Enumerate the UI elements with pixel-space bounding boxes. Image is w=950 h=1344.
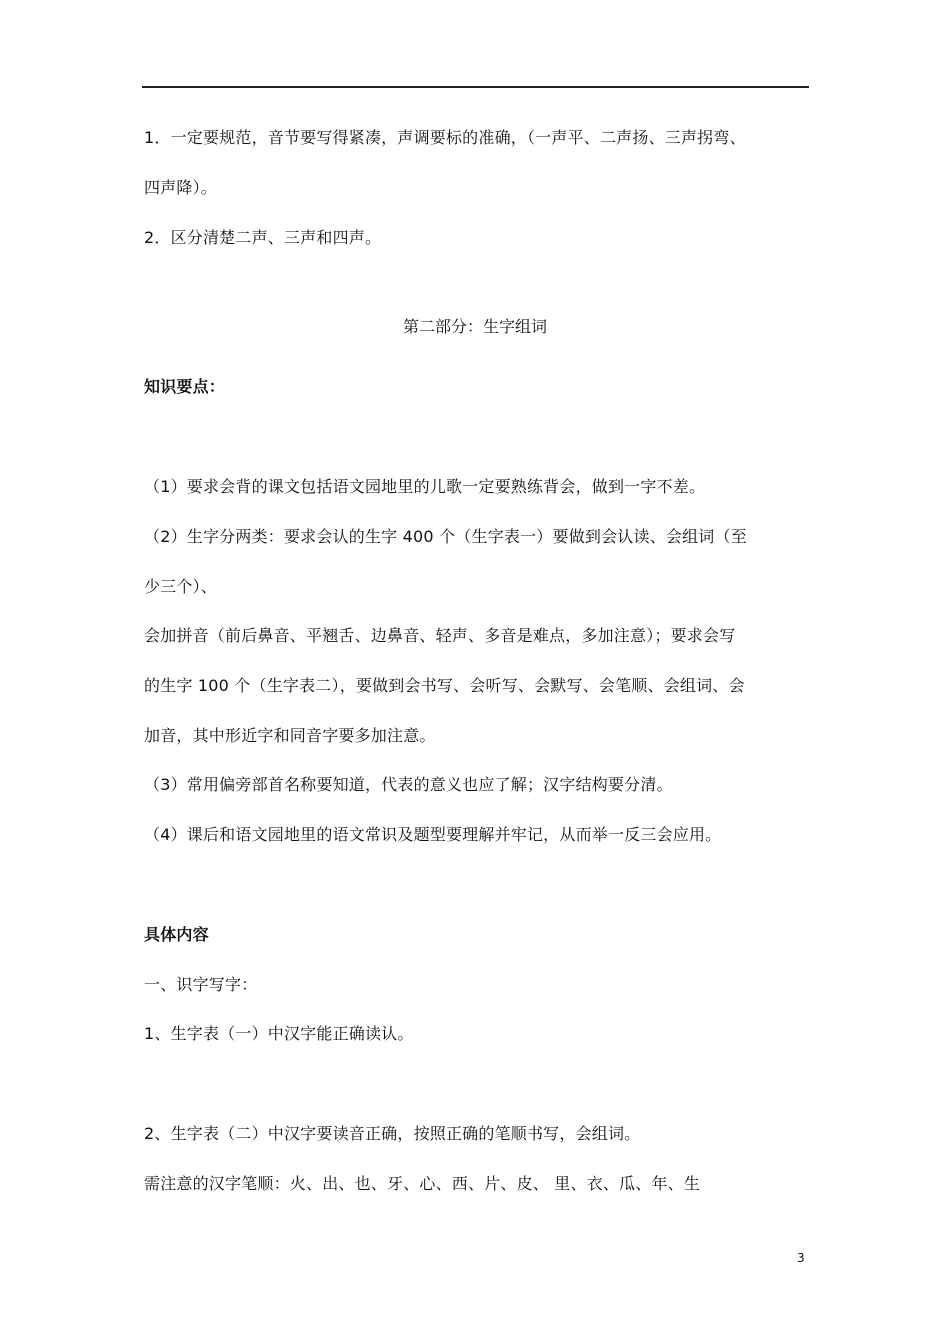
pinyin-rule-2: 2．区分清楚二声、三声和四声。 bbox=[144, 228, 382, 247]
knowledge-point-2: （2）生字分两类：要求会认的生字 400 个（生字表一）要做到会认读、会组词（至 bbox=[144, 527, 747, 546]
knowledge-point-3: （3）常用偏旁部首名称要知道，代表的意义也应了解；汉字结构要分清。 bbox=[144, 775, 673, 794]
knowledge-heading: 知识要点： bbox=[144, 377, 226, 396]
knowledge-point-2-cont-1: 少三个）、 bbox=[144, 577, 218, 596]
section-title: 第二部分：生字组词 bbox=[402, 317, 547, 336]
knowledge-point-4: （4）课后和语文园地里的语文常识及题型要理解并牢记，从而举一反三会应用。 bbox=[144, 825, 722, 844]
pinyin-rule-1-cont: 四声降）。 bbox=[144, 178, 218, 197]
content-subheading: 一、识字写字： bbox=[144, 975, 258, 994]
pinyin-rule-1: 1．一定要规范，音节要写得紧凑，声调要标的准确，（一声平、二声扬、三声拐弯、 bbox=[144, 128, 746, 147]
header-rule bbox=[142, 86, 809, 88]
knowledge-point-1: （1）要求会背的课文包括语文园地里的儿歌一定要熟练背会，做到一字不差。 bbox=[144, 477, 706, 496]
content-item-2: 2、生字表（二）中汉字要读音正确，按照正确的笔顺书写，会组词。 bbox=[144, 1124, 641, 1143]
knowledge-point-2-cont-2: 会加拼音（前后鼻音、平翘舌、边鼻音、轻声、多音是难点，多加注意）；要求会写 bbox=[144, 626, 736, 645]
content-heading: 具体内容 bbox=[144, 925, 209, 944]
content-item-3: 需注意的汉字笔顺：火、出、也、牙、心、西、片、皮、 里、衣、瓜、年、生 bbox=[144, 1174, 701, 1193]
content-item-1: 1、生字表（一）中汉字能正确读认。 bbox=[144, 1024, 414, 1043]
knowledge-point-2-cont-3: 的生字 100 个（生字表二），要做到会书写、会听写、会默写、会笔顺、会组词、会 bbox=[144, 676, 745, 695]
knowledge-point-2-cont-4: 加音，其中形近字和同音字要多加注意。 bbox=[144, 726, 436, 745]
page-number: 3 bbox=[797, 1251, 805, 1265]
